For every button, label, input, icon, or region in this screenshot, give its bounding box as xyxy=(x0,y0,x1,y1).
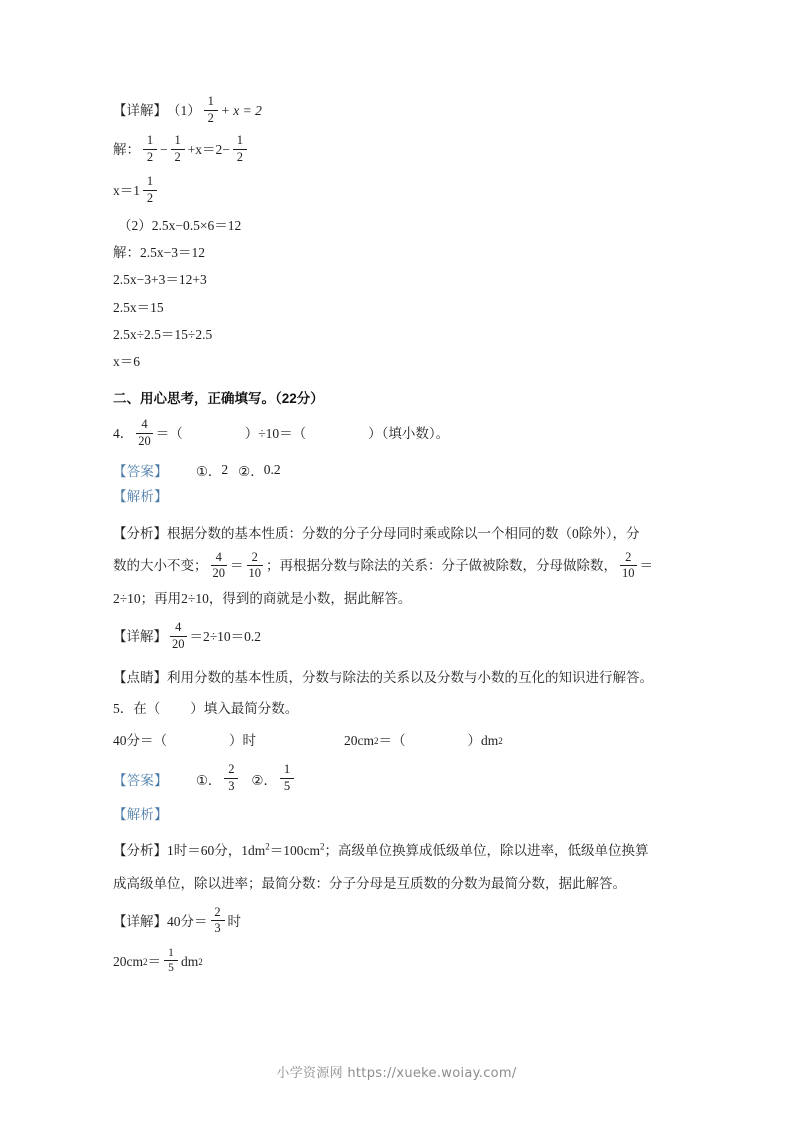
fraction-denominator: 10 xyxy=(622,566,635,581)
question-5-prompt-tail: ）填入最简分数。 xyxy=(190,700,299,716)
detail-prefix: 20cm xyxy=(113,953,143,969)
answer-item-1 xyxy=(196,460,228,480)
detail-label: 【详解】 xyxy=(113,913,167,929)
question-5-detail-line-1 xyxy=(113,904,691,937)
question-4-stem xyxy=(113,419,691,449)
fraction-numerator: 2 xyxy=(625,549,632,564)
question-5-analysis-line-1 xyxy=(113,836,691,866)
question-4-analysis-line-2 xyxy=(113,551,691,582)
answer-item-2 xyxy=(251,764,297,794)
analysis-text: 根据分数的基本性质：分数的分子分母同时乘或除以一个相同的数（0除外），分 xyxy=(167,525,640,541)
question-4-analysis-line-3 xyxy=(113,584,691,614)
answer-value: 0.2 xyxy=(263,462,281,478)
question-4-number: 4． xyxy=(113,426,134,442)
analysis-text: ；高级单位换算成低级单位，除以进率，低级单位换算 xyxy=(324,843,649,859)
question-5-analysis-line-2 xyxy=(113,869,691,899)
detail-line-q2-step3 xyxy=(113,299,691,317)
fraction-denominator: 2 xyxy=(146,149,154,164)
fraction-half xyxy=(204,95,218,125)
fraction-denominator: 2 xyxy=(207,110,214,125)
fraction-half-d xyxy=(143,175,157,205)
conversion-1-open: 40分＝（ xyxy=(113,732,167,748)
analysis-text: 2÷10；再用2÷10，得到的商就是小数，据此解答。 xyxy=(113,590,412,606)
equals-sign: ＝ xyxy=(639,557,653,573)
fraction-two-tenths-a xyxy=(247,551,264,581)
fraction-numerator: 1 xyxy=(146,133,154,147)
solve-word: 解： xyxy=(113,141,140,157)
question-5-number: 5． xyxy=(113,700,134,716)
fraction-numerator: 2 xyxy=(214,904,221,919)
detail-line-q2-step2 xyxy=(113,271,691,289)
q2-step5: x＝6 xyxy=(113,354,140,370)
conversion-2-open: ＝（ xyxy=(378,732,406,748)
watermark xyxy=(0,1062,793,1081)
detail-line-q1 xyxy=(113,96,691,126)
question-4-eq-open: ＝（ xyxy=(155,426,183,442)
question-4-detail-line xyxy=(113,622,691,652)
section-title: 二、用心思考，正确填写。（22分） xyxy=(113,391,324,407)
answer-item-1 xyxy=(196,764,242,794)
analysis-sub-label: 【分析】 xyxy=(113,843,167,859)
detail-unit: dm xyxy=(181,953,199,969)
conversion-2-value: 20cm xyxy=(344,732,374,748)
question-4-analysis-line-1 xyxy=(113,519,691,549)
detail-prefix: 40分＝ xyxy=(167,913,208,929)
q2-label: （2） xyxy=(118,218,152,233)
minus-operator: − xyxy=(160,141,168,157)
question-5-prompt: 在（ xyxy=(133,700,161,716)
analysis-text: ；再根据分数与除法的关系：分子做被除数，分母做除数， xyxy=(266,557,617,573)
fraction-half-a xyxy=(143,134,157,164)
question-5-detail-line-2: 20cm 2 ＝ $\frac{1}{5}$ dm 2 xyxy=(113,946,203,975)
answer-mark: ①． xyxy=(195,773,222,788)
fraction-two-thirds-b xyxy=(211,906,225,936)
detail-line-q1-step1 xyxy=(113,135,691,165)
detail-line-q2-step1 xyxy=(113,244,691,262)
fraction-one-fifth-b xyxy=(164,947,178,975)
fraction-denominator: 5 xyxy=(168,962,174,975)
fraction-denominator: 10 xyxy=(248,566,261,581)
fraction-denominator: 3 xyxy=(228,778,235,793)
fraction-denominator: 20 xyxy=(172,636,185,651)
question-5-conversion-row: 40分＝（ ）时 20cm 2 ＝（ ）dm 2 xyxy=(113,732,691,750)
fraction-denominator: 20 xyxy=(212,566,225,581)
equals-sign: ＝ xyxy=(147,953,161,969)
analysis-sub-label: 【分析】 xyxy=(113,525,167,541)
fraction-denominator: 3 xyxy=(214,921,221,936)
detail-line-q2-step5 xyxy=(113,353,691,371)
question-4-mid: ）÷10＝（ xyxy=(244,426,307,442)
detail-line-q2-step4 xyxy=(113,326,691,344)
fraction-half-c xyxy=(233,134,247,164)
fraction-numerator: 4 xyxy=(175,620,182,635)
detail-line-q2 xyxy=(113,217,691,235)
q2-step4: 2.5x÷2.5＝15÷2.5 xyxy=(113,326,213,342)
question-5-analysis-head xyxy=(113,806,691,824)
tip-label: 【点睛】 xyxy=(113,670,167,686)
detail-line-q1-step2 xyxy=(113,176,691,206)
question-4-tip-line xyxy=(113,663,691,693)
analysis-text: ＝100cm xyxy=(269,843,321,859)
fraction-two-tenths-b xyxy=(620,551,637,581)
fraction-numerator: 1 xyxy=(174,133,181,147)
fraction-numerator: 1 xyxy=(168,946,174,959)
q1-equation-tail: + x = 2 xyxy=(220,102,262,118)
conversion-1-close: ）时 xyxy=(229,732,256,748)
fraction-bar xyxy=(164,960,178,961)
q2-equation: 2.5x−0.5×6＝12 xyxy=(151,218,242,233)
analysis-label: 【解析】 xyxy=(113,807,168,822)
fraction-four-twentieths xyxy=(136,418,153,448)
question-5-stem xyxy=(113,700,691,718)
detail-label: 【详解】 xyxy=(113,629,167,645)
analysis-text: 1时＝60分，1dm xyxy=(167,843,266,859)
fraction-numerator: 1 xyxy=(146,174,154,188)
fraction-numerator: 1 xyxy=(236,133,243,147)
fraction-denominator: 2 xyxy=(146,190,154,205)
fraction-denominator: 2 xyxy=(174,149,181,164)
fraction-numerator: 1 xyxy=(207,94,214,108)
analysis-label: 【解析】 xyxy=(113,489,168,505)
fraction-one-fifth xyxy=(280,763,294,793)
fraction-four-twentieths-b xyxy=(211,551,228,581)
q2-step3: 2.5x＝15 xyxy=(113,299,164,315)
question-4-tail: ）（填小数）。 xyxy=(368,426,450,442)
fraction-four-twentieths-c xyxy=(170,621,187,651)
analysis-text: 数的大小不变； xyxy=(113,557,208,573)
conversion-2-close: ）dm xyxy=(467,732,499,748)
fraction-numerator: 4 xyxy=(215,549,222,564)
fraction-half-b xyxy=(171,134,185,164)
answer-mark: ①． xyxy=(195,464,222,480)
answer-label: 【答案】 xyxy=(113,773,168,788)
q1-step1-tail: +x＝2− xyxy=(187,141,230,157)
analysis-text: 成高级单位，除以进率；最简分数：分子分母是互质数的分数为最简分数，据此解答。 xyxy=(113,875,626,891)
answer-value: 2 xyxy=(221,462,229,478)
question-5-answer-row xyxy=(113,764,691,794)
superscript-two: 2 xyxy=(265,841,270,852)
fraction-two-thirds xyxy=(224,763,238,793)
q2-step2: 2.5x−3+3＝12+3 xyxy=(113,272,207,288)
fraction-numerator: 4 xyxy=(141,417,148,432)
watermark-text: 小学资源网 https://xueke.woiay.com/ xyxy=(276,1066,517,1081)
detail-label: 【详解】 xyxy=(113,102,167,118)
question-4-answer-row xyxy=(113,460,691,480)
fraction-numerator: 2 xyxy=(228,762,235,776)
answer-mark: ②． xyxy=(251,773,278,788)
equals-sign: ＝ xyxy=(230,557,244,573)
q2-step1: 解：2.5x−3＝12 xyxy=(113,245,205,261)
detail-tail: ＝2÷10＝0.2 xyxy=(189,629,262,645)
fraction-denominator: 20 xyxy=(138,433,151,448)
fraction-denominator: 5 xyxy=(283,778,291,793)
answer-item-2 xyxy=(238,460,280,480)
answer-label: 【答案】 xyxy=(113,464,168,480)
q1-step2-prefix: x＝1 xyxy=(113,182,140,198)
fraction-numerator: 1 xyxy=(283,762,291,776)
answer-mark: ②． xyxy=(238,464,264,480)
fraction-denominator: 2 xyxy=(236,149,243,164)
superscript-two: 2 xyxy=(320,841,325,852)
fraction-numerator: 2 xyxy=(251,549,258,564)
detail-unit: 时 xyxy=(227,913,241,929)
document-content xyxy=(113,96,691,985)
tip-text: 利用分数的基本性质，分数与除法的关系以及分数与小数的互化的知识进行解答。 xyxy=(167,670,653,686)
q1-label: （1） xyxy=(167,102,201,118)
question-4-analysis-head xyxy=(113,488,691,506)
